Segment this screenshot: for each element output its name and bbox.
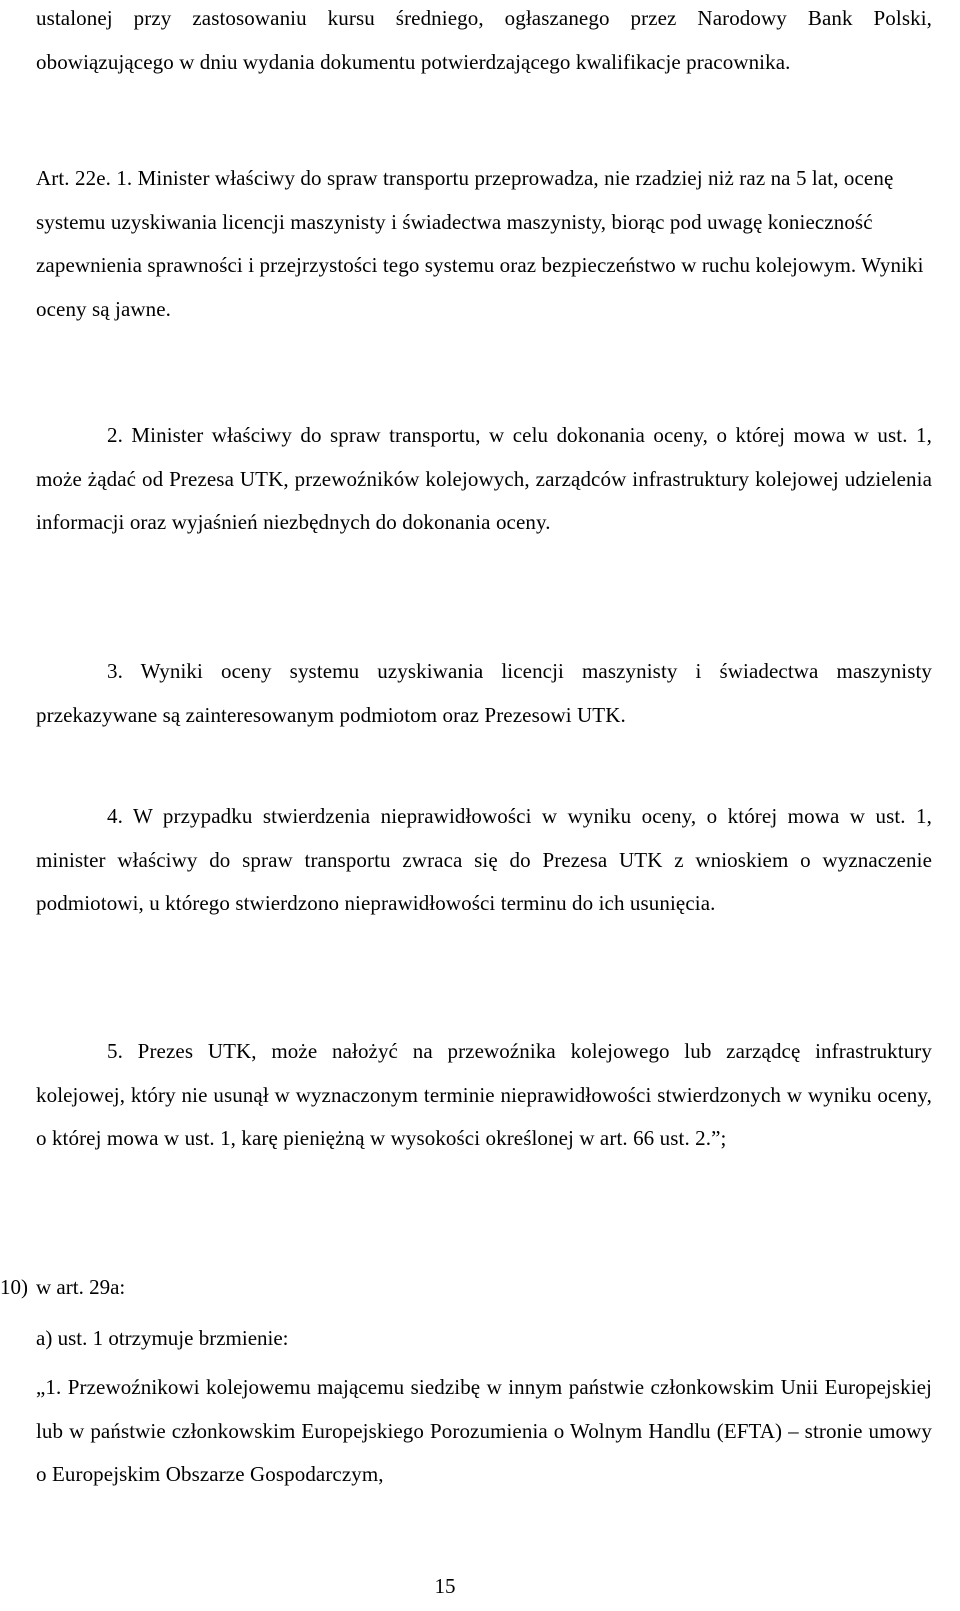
paragraph-continuation: ustalonej przy zastosowaniu kursu średniego, ogłaszanego przez Narodowy Bank Polski, obowiązującego w dniu wydania dokumentu potwierdzającego kwalifikacje pracownika. — [36, 6, 932, 74]
paragraph-art-22e-2: 2. Minister właściwy do spraw transportu, w celu dokonania oceny, o której mowa w ust. 1, może żądać od Prezesa UTK, przewoźników kolejowych, zarządców infrastruktury kolejowej udzielenia informacji oraz wyjaśnień niezbędnych do dokonania oceny. — [36, 423, 932, 535]
paragraph-art-22e-3: 3. Wyniki oceny systemu uzyskiwania licencji maszynisty i świadectwa maszynisty przekazywane są zainteresowanym podmiotom oraz Prezesowi UTK. — [36, 659, 932, 727]
list-item-number: 10) — [0, 1275, 28, 1299]
paragraph-art-22e-5: 5. Prezes UTK, może nałożyć na przewoźnika kolejowego lub zarządcę infrastruktury kolejowej, który nie usunął w wyznaczonym terminie nieprawidłowości stwierdzonych w wyniku oceny, o której mowa w ust. 1, karę pieniężną w wysokości określonej w art. 66 ust. 2.”; — [36, 1039, 932, 1151]
page-number: 15 — [434, 1574, 456, 1598]
sub-item-a: a) ust. 1 otrzymuje brzmienie: — [36, 1326, 289, 1350]
paragraph-art-22e-1: Art. 22e. 1. Minister właściwy do spraw transportu przeprowadza, nie rzadziej niż raz na 5 lat, ocenę systemu uzyskiwania licencji maszynisty i świadectwa maszynisty, biorąc pod uwagę konieczność zapewnienia sprawności i przejrzystości tego systemu oraz bezpieczeństwo w ruchu kolejowym. Wyniki oceny są jawne. — [36, 166, 924, 321]
list-item-text: w art. 29a: — [36, 1275, 126, 1299]
list-item-10 — [0, 1272, 125, 1302]
quoted-paragraph: „1. Przewoźnikowi kolejowemu mającemu siedzibę w innym państwie członkowskim Unii Europejskiej lub w państwie członkowskim Europejskiego Porozumienia o Wolnym Handlu (EFTA) – stronie umowy o Europejskim Obszarze Gospodarczym, — [36, 1375, 932, 1487]
paragraph-art-22e-4: 4. W przypadku stwierdzenia nieprawidłowości w wyniku oceny, o której mowa w ust. 1, minister właściwy do spraw transportu zwraca się do Prezesa UTK z wnioskiem o wyznaczenie podmiotowi, u którego stwierdzono nieprawidłowości terminu do ich usunięcia. — [36, 804, 932, 916]
